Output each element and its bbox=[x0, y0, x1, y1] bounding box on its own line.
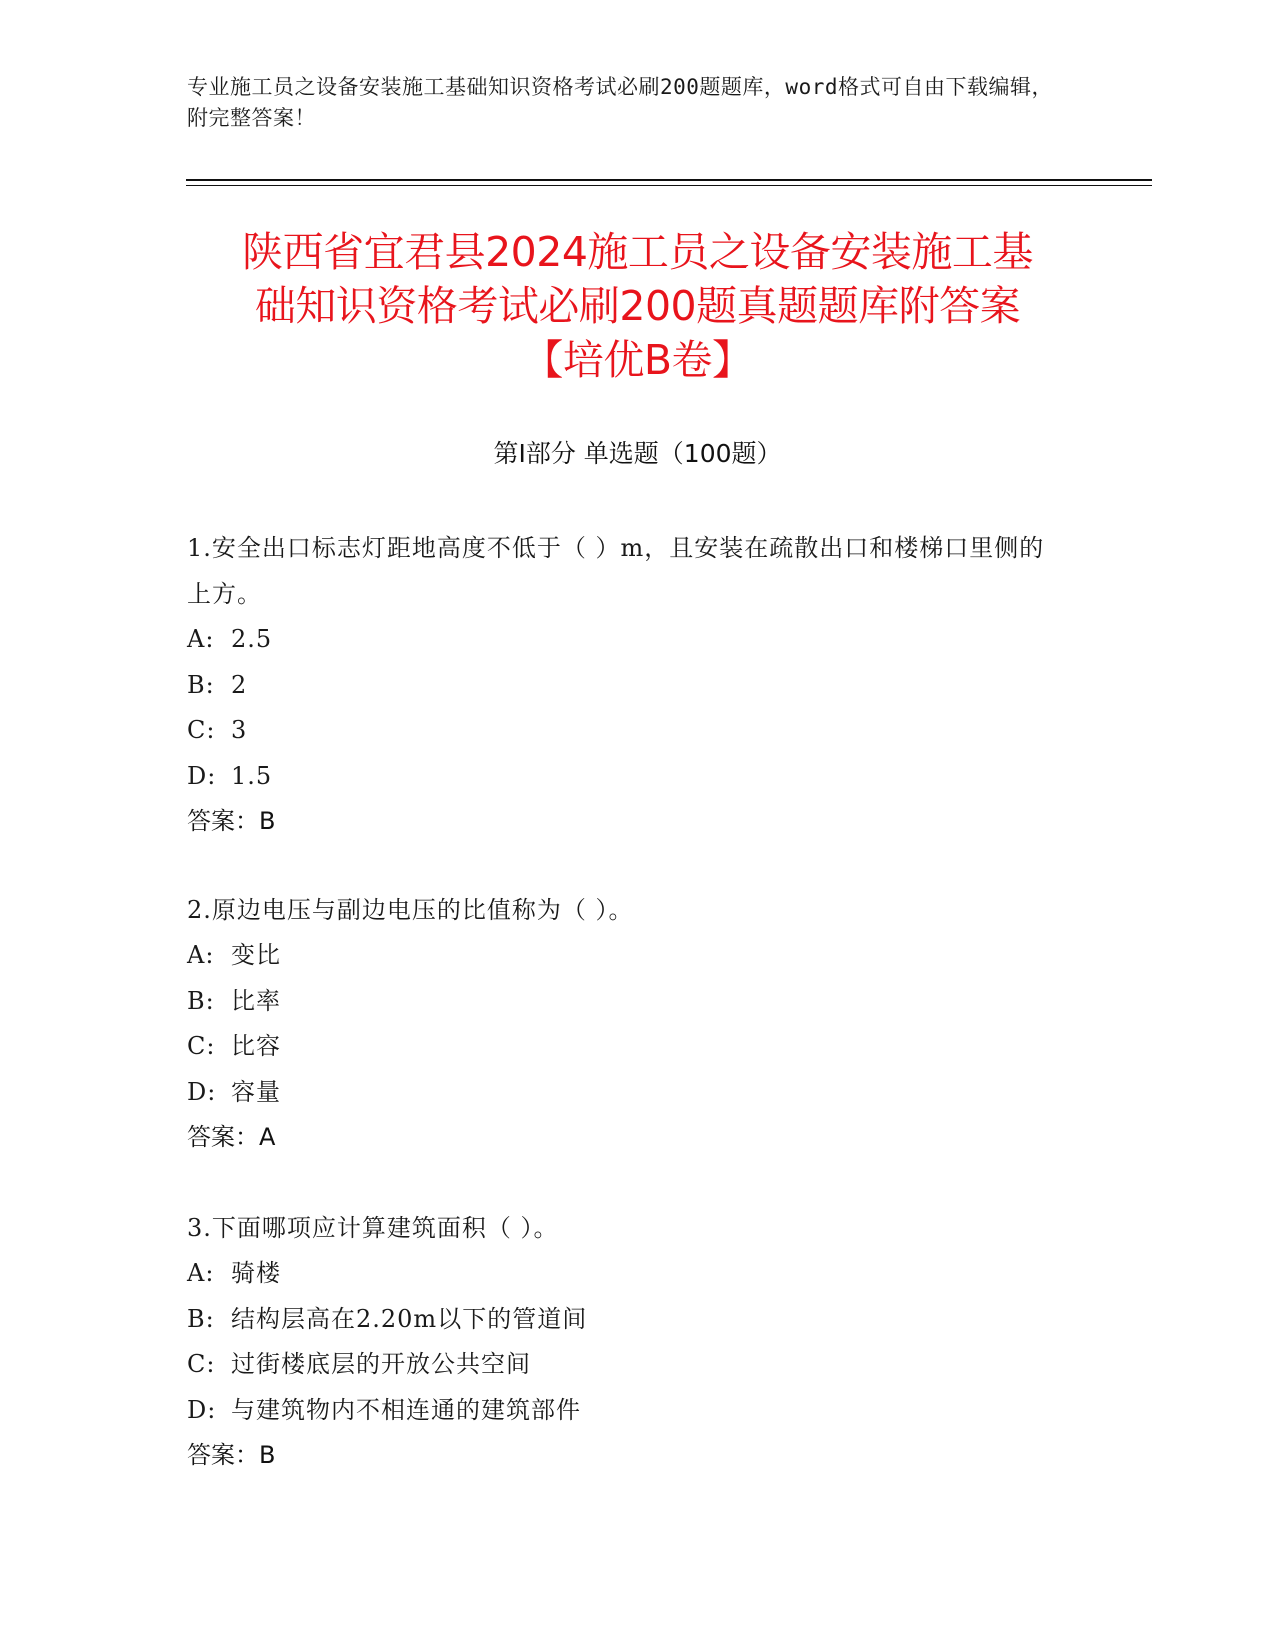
option-text: 变比 bbox=[231, 941, 281, 969]
option-c bbox=[187, 708, 1067, 754]
option-a bbox=[187, 933, 1067, 979]
option-text: 1.5 bbox=[231, 761, 273, 790]
header-rule-thick bbox=[186, 179, 1152, 181]
option-text: 骑楼 bbox=[231, 1259, 281, 1287]
title-line-2: 础知识资格考试必刷200题真题题库附答案 bbox=[254, 282, 1021, 330]
option-letter: D: bbox=[187, 761, 217, 790]
header-note: 专业施工员之设备安装施工基础知识资格考试必刷200题题库，word格式可自由下载编辑，附完整答案！ bbox=[187, 75, 1053, 130]
question-stem: 3.下面哪项应计算建筑面积（ ）。 bbox=[187, 1214, 559, 1242]
option-letter: C: bbox=[187, 716, 216, 744]
answer-line: 答案：B bbox=[187, 807, 276, 835]
question-1 bbox=[187, 525, 1067, 845]
document-title bbox=[140, 225, 1135, 387]
option-b bbox=[187, 979, 1067, 1025]
answer-line: 答案：A bbox=[187, 1123, 276, 1151]
option-letter: B: bbox=[187, 1304, 215, 1333]
option-text: 3 bbox=[231, 716, 248, 744]
option-text: 结构层高在2.20m以下的管道间 bbox=[231, 1304, 588, 1333]
option-letter: C: bbox=[187, 1350, 216, 1378]
question-3 bbox=[187, 1205, 1067, 1479]
title-line-3: 【培优B卷】 bbox=[522, 336, 753, 384]
section-title: 第I部分 单选题（100题） bbox=[493, 439, 782, 468]
option-a bbox=[187, 617, 1067, 663]
option-letter: D: bbox=[187, 1395, 217, 1424]
question-2 bbox=[187, 887, 1067, 1161]
option-b bbox=[187, 663, 1067, 709]
option-a bbox=[187, 1251, 1067, 1297]
option-letter: A: bbox=[187, 1259, 215, 1287]
option-letter: C: bbox=[187, 1032, 216, 1060]
option-text: 比率 bbox=[231, 986, 281, 1015]
option-letter: A: bbox=[187, 941, 215, 969]
option-letter: B: bbox=[187, 986, 215, 1015]
option-text: 与建筑物内不相连通的建筑部件 bbox=[231, 1395, 581, 1424]
option-b bbox=[187, 1297, 1067, 1343]
option-text: 容量 bbox=[231, 1077, 281, 1106]
option-d bbox=[187, 1388, 1067, 1434]
option-text: 过街楼底层的开放公共空间 bbox=[231, 1350, 531, 1378]
option-text: 比容 bbox=[231, 1032, 281, 1060]
answer-line: 答案：B bbox=[187, 1441, 276, 1469]
option-d bbox=[187, 754, 1067, 800]
option-letter: D: bbox=[187, 1077, 217, 1106]
question-stem: 2.原边电压与副边电压的比值称为（ ）。 bbox=[187, 896, 634, 924]
option-d bbox=[187, 1070, 1067, 1116]
header-rule-thin bbox=[186, 185, 1152, 186]
option-letter: A: bbox=[187, 625, 215, 653]
title-line-1: 陕西省宜君县2024施工员之设备安装施工基 bbox=[242, 228, 1033, 276]
option-c bbox=[187, 1342, 1067, 1388]
option-c bbox=[187, 1024, 1067, 1070]
option-text: 2 bbox=[231, 670, 248, 699]
question-stem: 1.安全出口标志灯距地高度不低于（ ）m，且安装在疏散出口和楼梯口里侧的上方。 bbox=[187, 534, 1045, 608]
option-text: 2.5 bbox=[231, 625, 273, 653]
option-letter: B: bbox=[187, 670, 215, 699]
